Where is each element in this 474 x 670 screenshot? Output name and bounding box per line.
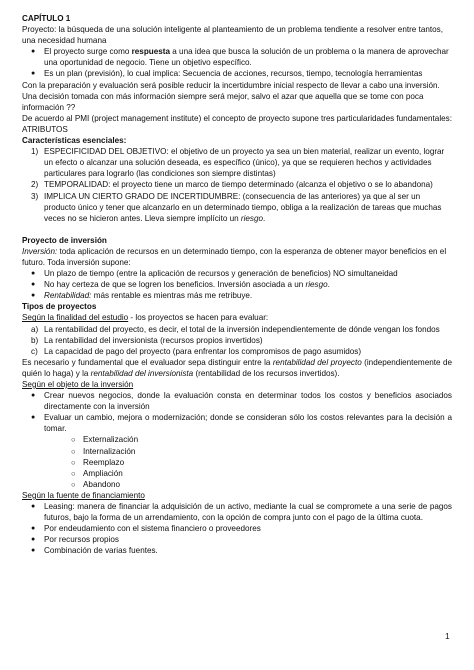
paragraph [22,312,452,323]
list-item: ○ Abandono [22,479,452,490]
list-item [22,46,452,68]
text-span: toda aplicación de recursos en un determinado tiempo, con la esperanza de obtener mayor beneficios en el futuro. Toda inversión supone: [22,246,447,267]
sub-bullets [22,434,452,489]
list-marker: 3) [31,191,39,201]
list-marker: 1) [31,147,39,157]
underlined-subheading: Según el objeto de la inversión [22,380,134,389]
text-span: (independientemente de quién lo haga) y la [22,357,452,378]
text-span: . [327,280,330,290]
list-item: ● Crear nuevos negocios, donde la evaluación consta en determinar todos los costos y beneficios asociados directamente con la inversión [22,390,452,412]
text-span: a una idea que busca la solución de un problema o la manera de aprovechar una oportunidad de negocio. Tiene un objetivo específico. [44,47,449,68]
page-number: 1 [445,631,450,641]
purpose-list [22,324,452,357]
list-item: ● Leasing: manera de financiar la adquisición de un activo, mediante la cual se compromete a una serie de pagos futuros, bajo la forma de un arrendamiento, con la opción de compra junto con el pago de la última cuota. [22,501,452,523]
investment-bullets [22,268,452,301]
list-item [22,290,452,301]
list-item: ● Un plazo de tiempo (entre la aplicación de recursos y generación de beneficios) NO simultaneidad [22,268,452,279]
list-text: La rentabilidad del proyecto, es decir, el total de la inversión independientemente de dónde vengan los fondos [44,324,440,334]
text-span: - los proyectos se hacen para evaluar: [128,313,269,323]
list-text: La capacidad de pago del proyecto (para enfrentar los compromisos de pago asumidos) [44,346,362,356]
italic-text: riesgo [305,280,328,290]
list-item: ○ Reemplazo [22,457,452,468]
spacer [22,224,452,235]
text-span: Es necesario y fundamental que el evaluador sepa distinguir entre la [22,357,273,367]
italic-text: riesgo [240,213,264,223]
list-text: TEMPORALIDAD: el proyecto tiene un marco de tiempo determinado (alcanza el objetivo o se lo abandona) [44,180,433,190]
document-body [22,13,452,557]
list-item [22,146,452,179]
list-item [22,346,452,357]
list-item: ○ Externalización [22,434,452,445]
italic-text: Rentabilidad: [44,291,92,301]
characteristics-list [22,146,452,224]
text-span: más rentable es mientras más me retribuye. [91,291,253,301]
italic-text: rentabilidad del inversionista [90,368,194,378]
section-heading: Características esenciales: [22,136,127,146]
list-marker: a) [31,324,39,334]
list-item: ○ Internalización [22,446,452,457]
paragraph: Con la preparación y evaluación será posible reducir la incertidumbre inicial respecto de llevar a cabo una inversión. Una decisión tomada con más información siempre será mejor, salvo el azar que aquella que se tome con poca información ?? [22,80,440,112]
paragraph [22,357,452,379]
list-marker: c) [31,346,38,356]
paragraph: De acuerdo al PMI (project management institute) el concepto de proyecto supone tres particularidades fundamentales: ATRIBUTOS [22,113,452,134]
text-span: . [263,213,266,223]
list-item [22,191,452,224]
list-item: ● Por recursos propios [22,534,452,545]
paragraph [22,246,452,268]
list-item [22,279,452,290]
list-text: La rentabilidad del inversionista (recursos propios invertidos) [44,335,263,345]
list-text: IMPLICA UN CIERTO GRADO DE INCERTIDUMBRE: (consecuencia de las anteriores) ya que al ser un producto único y tener que alcanzarlo en un determinado tiempo, obliga a la realización de tareas que muchas veces no se hicieron antes. Lleva siempre implícito un [44,191,442,223]
intro-paragraph: Proyecto: la búsqueda de una solución inteligente al planteamiento de un problema tendiente a resolver entre tantos, una necesidad humana [22,25,443,46]
text-span: No hay certeza de que se logren los beneficios. Inversión asociada a un [44,280,306,290]
bold-text: respuesta [131,47,171,57]
list-item: ● Combinación de varias fuentes. [22,545,452,556]
underlined-subheading: Según la finalidad del estudio [22,313,129,323]
list-item [22,179,452,190]
list-marker: b) [31,335,39,345]
list-item: ● Por endeudamiento con el sistema financiero o proveedores [22,523,452,534]
source-bullets [22,501,452,556]
object-bullets [22,390,452,434]
list-item: ● Evaluar un cambio, mejora o modernización; donde se consideran sólo los costos relevantes para la decisión a tomar. [22,412,452,434]
italic-text: rentabilidad del proyecto [272,357,362,367]
italic-text: Inversión: [22,246,58,256]
list-item [22,335,452,346]
text-span: (rentabilidad de los recursos invertidos). [193,368,340,378]
list-marker: 2) [31,180,39,190]
section-heading: Tipos de proyectos [22,302,97,312]
list-item [22,324,452,335]
chapter-heading: CAPÍTULO 1 [22,14,71,23]
list-text: ESPECIFICIDAD DEL OBJETIVO: el objetivo de un proyecto ya sea un bien material, realizar un evento, lograr un efecto o alcanzar una solución deseada, es específico (único), ya que se requieren hechos y actividades particulares para lograrlo (las condiciones son siempre distintas) [44,147,445,179]
list-item: ● Es un plan (previsión), lo cual implica: Secuencia de acciones, recursos, tiempo, tecnología herramientas [22,68,452,79]
underlined-subheading: Según la fuente de financiamiento [22,490,145,500]
text-span: El proyecto surge como [44,47,132,57]
section-heading: Proyecto de inversión [22,235,107,245]
project-bullets [22,46,452,79]
list-item: ○ Ampliación [22,468,452,479]
